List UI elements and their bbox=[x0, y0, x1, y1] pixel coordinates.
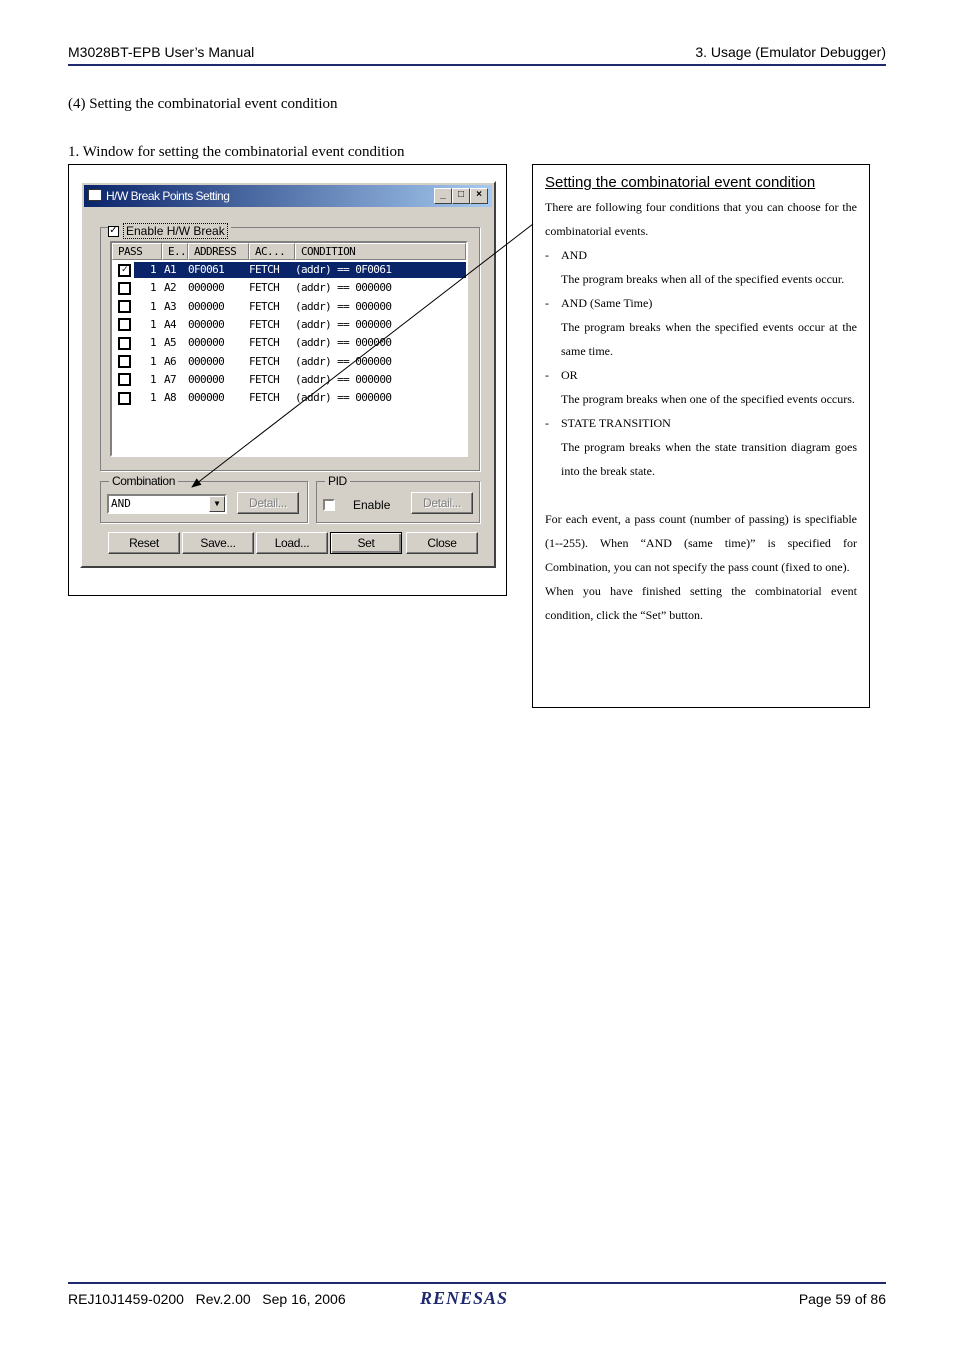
minimize-button[interactable]: _ bbox=[434, 188, 452, 204]
info-pass-count: For each event, a pass count (number of passing) is specifiable (1--255). When “AND (same time)” is specified for Combination, you can not specify the pass count (fixed to one). bbox=[545, 512, 857, 574]
event-condition: (addr) == 000000 bbox=[295, 336, 392, 350]
event-name: A3 bbox=[164, 299, 177, 313]
condition-name: AND (Same Time) bbox=[561, 296, 653, 310]
condition-item bbox=[545, 243, 857, 291]
event-name: A5 bbox=[164, 336, 177, 350]
combination-group-label: Combination bbox=[109, 474, 178, 488]
event-access: FETCH bbox=[249, 354, 280, 368]
footer-doc-id: REJ10J1459-0200 Rev.2.00 Sep 16, 2006 bbox=[68, 1291, 346, 1307]
condition-list bbox=[545, 243, 857, 483]
pass-count: 1 bbox=[149, 391, 156, 405]
info-panel bbox=[532, 164, 870, 708]
condition-name: AND bbox=[561, 248, 587, 262]
event-address: 000000 bbox=[188, 372, 225, 386]
column-event[interactable]: E.. bbox=[162, 243, 188, 260]
event-access: FETCH bbox=[249, 281, 280, 295]
condition-item bbox=[545, 411, 857, 483]
close-button[interactable]: Close bbox=[406, 532, 478, 554]
condition-desc: The program breaks when the specified events occur at the same time. bbox=[561, 320, 857, 358]
event-access: FETCH bbox=[249, 336, 280, 350]
bullet-dash: - bbox=[545, 368, 549, 382]
condition-name: STATE TRANSITION bbox=[561, 416, 671, 430]
load-button[interactable]: Load... bbox=[256, 532, 328, 554]
pass-count: 1 bbox=[149, 299, 156, 313]
footer-page-number: Page 59 of 86 bbox=[798, 1291, 886, 1307]
condition-item bbox=[545, 363, 857, 411]
header-chapter-title: 3. Usage (Emulator Debugger) bbox=[695, 44, 886, 60]
event-address: 000000 bbox=[188, 281, 225, 295]
header-manual-title: M3028BT-EPB User’s Manual bbox=[68, 44, 255, 60]
event-address: 000000 bbox=[188, 336, 225, 350]
pid-group-label: PID bbox=[325, 474, 350, 488]
close-window-button[interactable]: × bbox=[470, 188, 488, 204]
event-address: 000000 bbox=[188, 299, 225, 313]
event-name: A7 bbox=[164, 372, 177, 386]
pass-count: 1 bbox=[149, 317, 156, 331]
bullet-dash: - bbox=[545, 248, 549, 262]
event-access: FETCH bbox=[249, 299, 280, 313]
pass-count: 1 bbox=[149, 263, 156, 276]
reset-button[interactable]: Reset bbox=[108, 532, 180, 554]
pass-count: 1 bbox=[149, 336, 156, 350]
event-condition: (addr) == 000000 bbox=[295, 372, 392, 386]
dialog-title: H/W Break Points Setting bbox=[106, 189, 230, 203]
event-condition: (addr) == 0F0061 bbox=[295, 263, 392, 276]
event-address: 000000 bbox=[188, 354, 225, 368]
pid-enable-label: Enable bbox=[353, 498, 391, 512]
event-condition: (addr) == 000000 bbox=[295, 299, 392, 313]
bullet-dash: - bbox=[545, 416, 549, 430]
pass-count: 1 bbox=[149, 281, 156, 295]
event-name: A6 bbox=[164, 354, 177, 368]
subsection-title: 1. Window for setting the combinatorial event condition bbox=[68, 144, 405, 160]
save-button[interactable]: Save... bbox=[182, 532, 254, 554]
pass-count: 1 bbox=[149, 372, 156, 386]
pid-detail-button[interactable]: Detail... bbox=[411, 492, 473, 514]
combination-value: AND bbox=[111, 497, 131, 510]
column-pass[interactable]: PASS bbox=[112, 243, 162, 260]
event-address: 000000 bbox=[188, 391, 225, 405]
event-name: A1 bbox=[164, 263, 177, 276]
info-title: Setting the combinatorial event condition bbox=[545, 174, 816, 191]
event-enable-check: ✓ bbox=[118, 264, 131, 277]
condition-item bbox=[545, 291, 857, 363]
event-condition: (addr) == 000000 bbox=[295, 391, 392, 405]
combination-detail-button[interactable]: Detail... bbox=[237, 492, 299, 514]
event-condition: (addr) == 000000 bbox=[295, 354, 392, 368]
event-access: FETCH bbox=[249, 391, 280, 405]
section-title: (4) Setting the combinatorial event condition bbox=[68, 96, 338, 112]
event-name: A8 bbox=[164, 391, 177, 405]
column-address[interactable]: ADDRESS bbox=[188, 243, 249, 260]
event-name: A4 bbox=[164, 317, 177, 331]
condition-desc: The program breaks when all of the specified events occur. bbox=[561, 272, 845, 286]
enable-hw-break-label: Enable H/W Break bbox=[123, 223, 228, 239]
event-condition: (addr) == 000000 bbox=[295, 317, 392, 331]
condition-desc: The program breaks when one of the specified events occurs. bbox=[561, 392, 855, 406]
event-address: 0F0061 bbox=[188, 263, 225, 276]
event-name: A2 bbox=[164, 281, 177, 295]
column-access[interactable]: AC... bbox=[249, 243, 295, 260]
condition-desc: The program breaks when the state transition diagram goes into the break state. bbox=[561, 440, 857, 478]
spacer bbox=[545, 483, 857, 507]
condition-name: OR bbox=[561, 368, 578, 382]
event-condition: (addr) == 000000 bbox=[295, 281, 392, 295]
info-intro: There are following four conditions that you can choose for the combinatorial events. bbox=[545, 200, 857, 238]
event-access: FETCH bbox=[249, 317, 280, 331]
footer-rule bbox=[68, 1282, 886, 1284]
info-set-hint: When you have finished setting the combinatorial event condition, click the “Set” button. bbox=[545, 584, 857, 622]
enable-hw-break-check: ✓ bbox=[109, 225, 118, 236]
renesas-logo: RENESAS bbox=[420, 1288, 509, 1308]
set-button[interactable]: Set bbox=[330, 532, 402, 554]
callout-line bbox=[192, 224, 533, 487]
event-access: FETCH bbox=[249, 372, 280, 386]
event-access: FETCH bbox=[249, 263, 280, 276]
maximize-button[interactable]: □ bbox=[452, 188, 470, 204]
pass-count: 1 bbox=[149, 354, 156, 368]
event-address: 000000 bbox=[188, 317, 225, 331]
column-condition[interactable]: CONDITION bbox=[295, 243, 466, 260]
bullet-dash: - bbox=[545, 296, 549, 310]
chevron-down-icon[interactable]: ▼ bbox=[209, 496, 225, 512]
